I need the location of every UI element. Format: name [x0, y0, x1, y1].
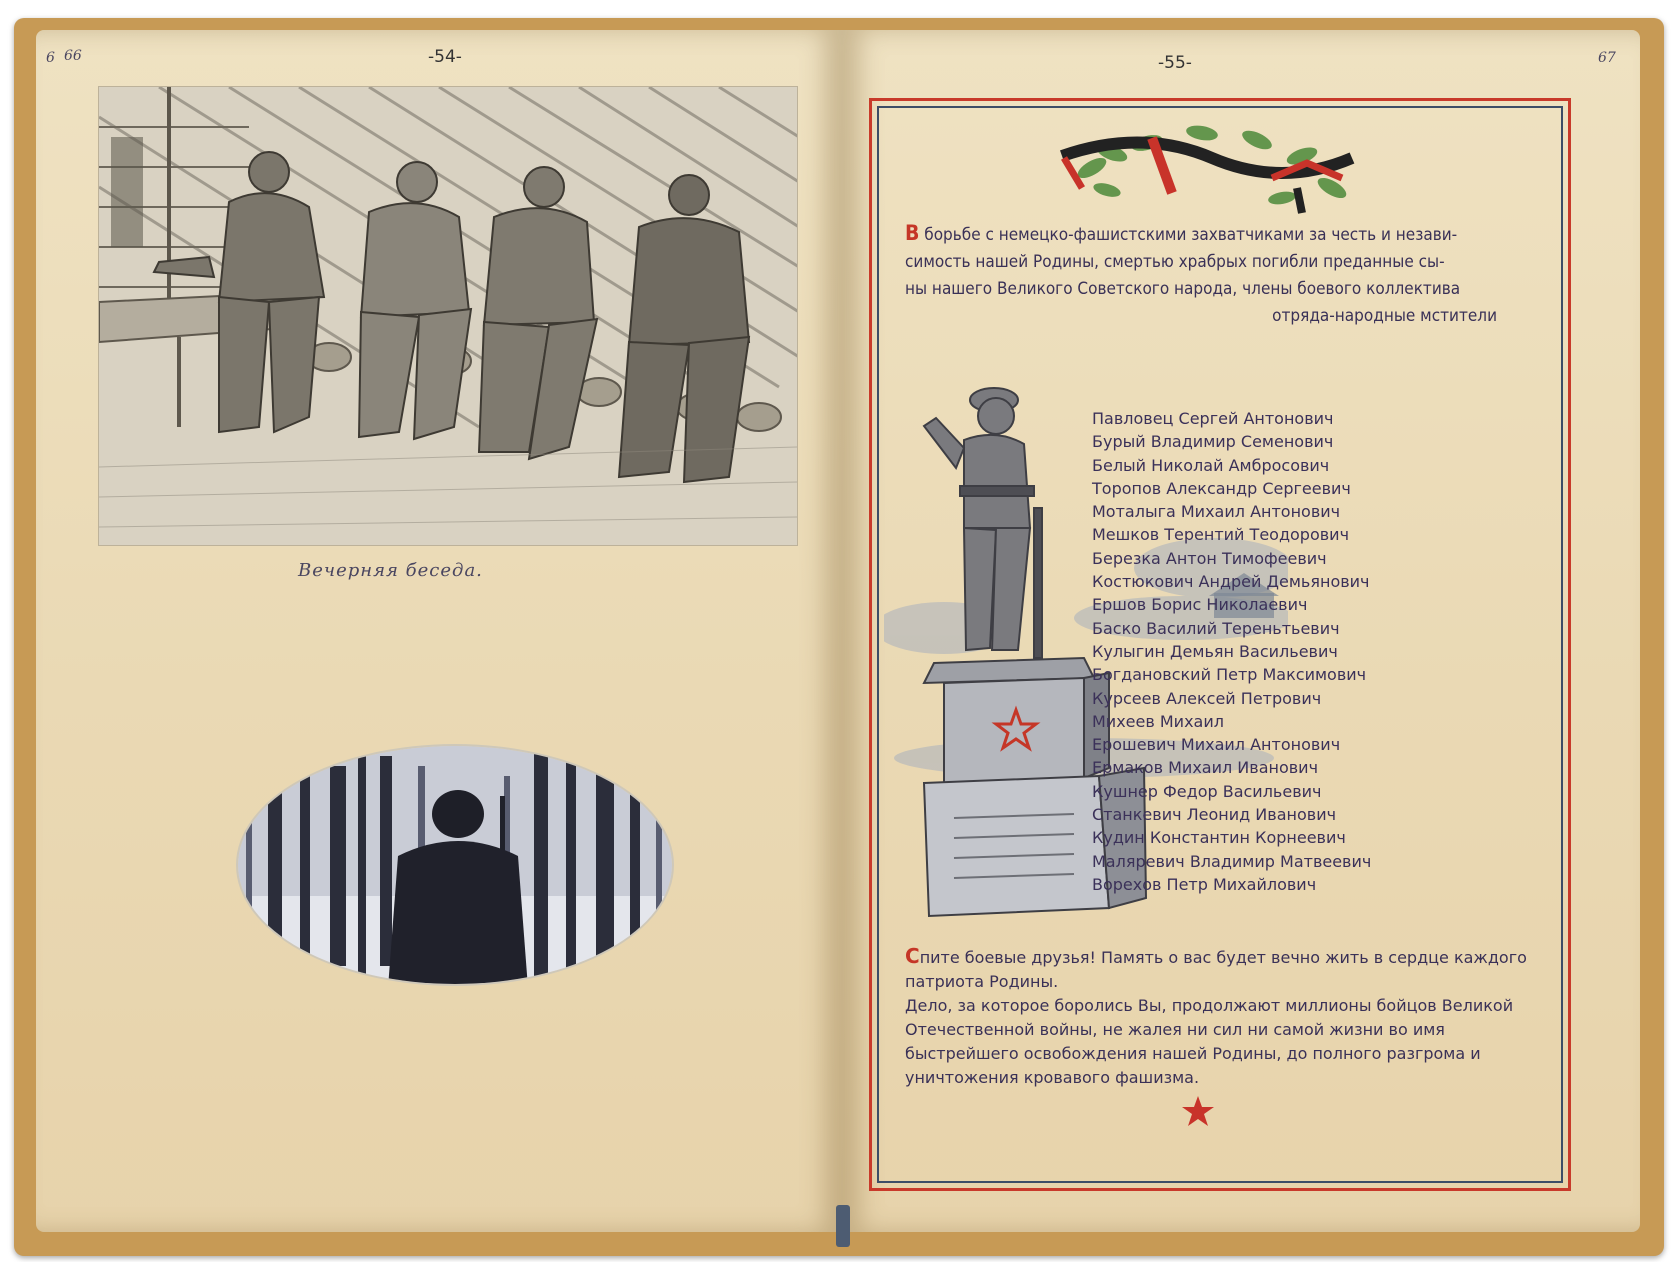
- list-item: Маляревич Владимир Матвеевич: [1092, 851, 1372, 871]
- list-item: Богдановский Петр Максимович: [1092, 665, 1367, 685]
- intro-line-4: отряда-народные мстители: [1272, 306, 1497, 326]
- list-item: Кушнер Федор Васильевич: [1092, 781, 1322, 801]
- list-item: Костюкович Андрей Демьянович: [1092, 572, 1370, 592]
- closing-text: [905, 944, 1545, 1090]
- closing-paragraph-2: Дело, за которое боролись Вы, продолжают миллионы бойцов Великой Отечественной войны, не жалея ни сил ни самой жизни во имя быстрейшего освобождения нашей Родины, до полного разгрома и уничтожения кровавого фашизма.: [905, 996, 1514, 1087]
- list-item: Торопов Александр Сергеевич: [1092, 478, 1351, 498]
- list-item: Курсеев Алексей Петрович: [1092, 688, 1322, 708]
- left-margin-number-2: 66: [64, 48, 82, 64]
- drawing-caption: Вечерняя беседа.: [298, 560, 483, 581]
- forest-sentry-watercolor: [236, 744, 674, 986]
- list-item: Моталыга Михаил Антонович: [1092, 502, 1341, 522]
- wreath-icon: [1052, 118, 1362, 218]
- list-item: Павловец Сергей Антонович: [1092, 409, 1334, 428]
- list-item: Михеев Михаил: [1092, 711, 1224, 731]
- list-item: Станкевич Леонид Иванович: [1092, 805, 1337, 825]
- intro-line-3: ны нашего Великого Советского народа, члены боевого коллектива: [905, 279, 1461, 299]
- right-margin-number: 67: [1598, 50, 1616, 66]
- pencil-drawing-evening-talk: [98, 86, 798, 546]
- intro-text: [905, 220, 1527, 330]
- list-item: Кулыгин Демьян Васильевич: [1092, 641, 1338, 661]
- intro-line-2: симость нашей Родины, смертью храбрых погибли преданные сы-: [905, 252, 1445, 272]
- binding-spine: [836, 1205, 850, 1247]
- list-item: Бурый Владимир Семенович: [1092, 432, 1334, 452]
- red-star-icon: [1181, 1094, 1215, 1128]
- list-item: Мешков Терентий Теодорович: [1092, 525, 1350, 545]
- closing-initial: С: [905, 944, 920, 968]
- list-item: Березка Антон Тимофеевич: [1092, 548, 1327, 568]
- list-item: Ермаков Михаил Иванович: [1092, 758, 1319, 778]
- fallen-names-list: [1092, 407, 1371, 896]
- closing-paragraph-1: [905, 944, 1545, 994]
- closing-paragraph-1-text: пите боевые друзья! Память о вас будет вечно жить в сердце каждого патриота Родины.: [905, 948, 1527, 991]
- list-item: Кудин Константин Корнеевич: [1092, 828, 1346, 848]
- right-page-number: -55-: [1158, 53, 1192, 73]
- intro-initial: В: [905, 221, 920, 245]
- list-item: Белый Николай Амбросович: [1092, 455, 1330, 475]
- left-margin-number: 6: [46, 50, 55, 66]
- left-page-number: -54-: [428, 47, 462, 67]
- list-item: Ершов Борис Николаевич: [1092, 595, 1308, 615]
- intro-line-1: борьбе с немецко-фашистскими захватчиками за честь и незави-: [919, 225, 1458, 245]
- list-item: Баско Василий Тереньтьевич: [1092, 618, 1340, 638]
- list-item: Ерошевич Михаил Антонович: [1092, 735, 1341, 755]
- list-item: Ворехов Петр Михайлович: [1092, 874, 1317, 894]
